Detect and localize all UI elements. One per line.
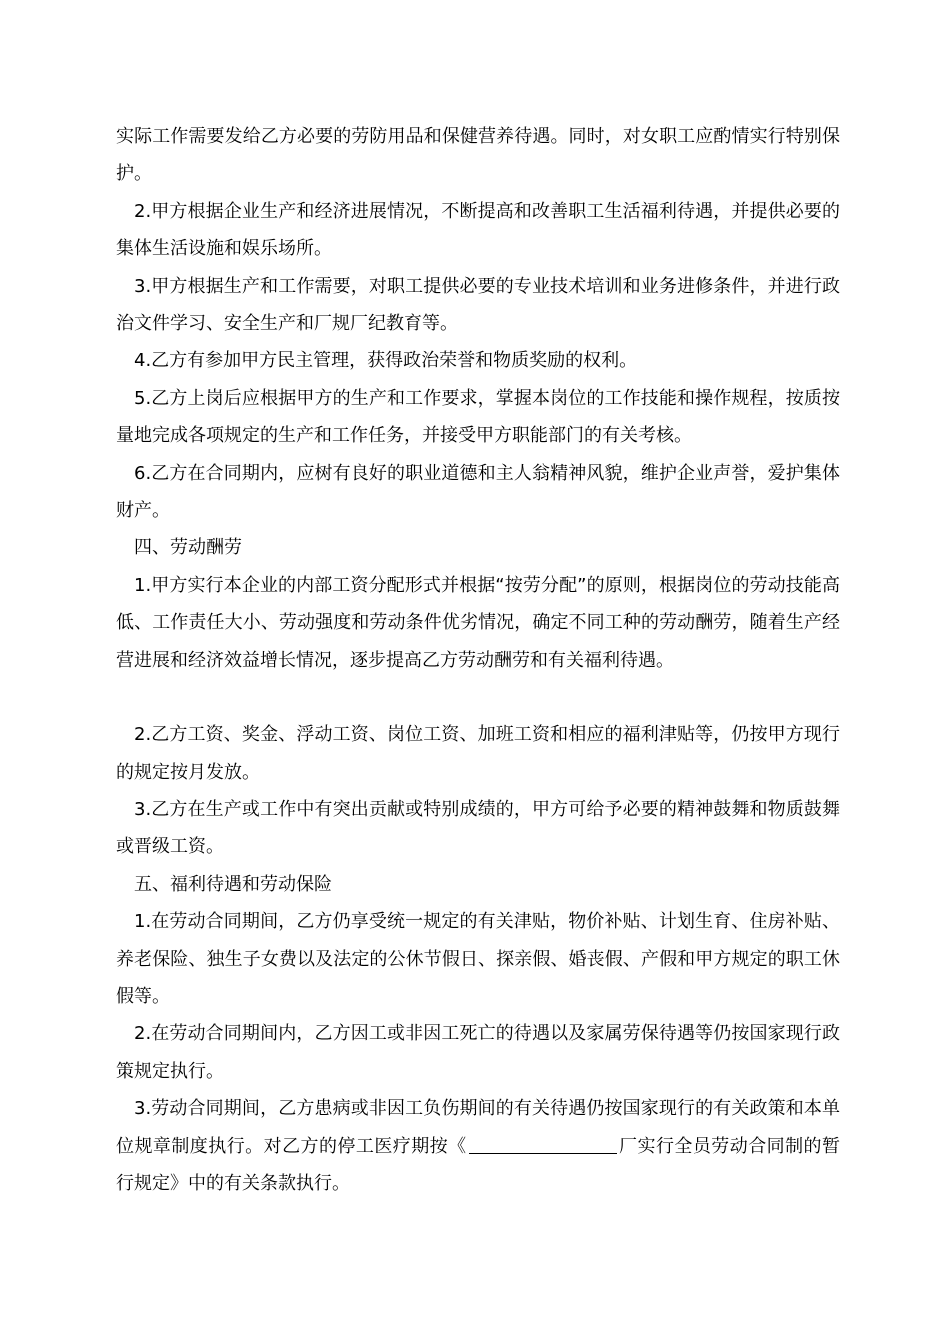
paragraph-item-3-training: 3.甲方根据生产和工作需要，对职工提供必要的专业技术培训和业务进修条件，并进行政治文件学习、安全生产和厂规厂纪教育等。 — [116, 275, 840, 335]
paragraph-welfare-1: 1.在劳动合同期间，乙方仍享受统一规定的有关津贴，物价补贴、计划生育、住房补贴、养老保险、独生子女费以及法定的公休节假日、探亲假、婚丧假、产假和甲方规定的职工休假等。 — [116, 911, 840, 1007]
document-page — [116, 118, 840, 1202]
paragraph-remuneration-1: 1.甲方实行本企业的内部工资分配形式并根据“按劳分配”的原则，根据岗位的劳动技能高低、工作责任大小、劳动强度和劳动条件优劣情况，确定不同工种的劳动酬劳，随着生产经营进展和经济效益增长情况，逐步提高乙方劳动酬劳和有关福利待遇。 — [116, 574, 840, 671]
section-heading-remuneration: 四、劳动酬劳 — [134, 537, 242, 559]
section-heading-welfare-insurance: 五、福利待遇和劳动保险 — [134, 873, 332, 895]
paragraph-welfare-3 — [116, 1090, 840, 1202]
paragraph-item-6-ethics: 6.乙方在合同期内，应树有良好的职业道德和主人翁精神风貌，维护企业声誉，爱护集体财产。 — [116, 462, 840, 522]
fill-in-blank[interactable] — [469, 1135, 617, 1154]
paragraph-welfare-2: 2.在劳动合同期间内，乙方因工或非因工死亡的待遇以及家属劳保待遇等仍按国家现行政策规定执行。 — [116, 1023, 840, 1082]
blank-line — [116, 679, 840, 716]
paragraph-remuneration-3: 3.乙方在生产或工作中有突出贡献或特别成绩的，甲方可给予必要的精神鼓舞和物质鼓舞或晋级工资。 — [116, 798, 840, 858]
paragraph-welfare-3-text: 3.劳动合同期间，乙方患病或非因工负伤期间的有关待遇仍按国家现行的有关政策和本单位规章制度执行。对乙方的停工医疗期按《 — [116, 1098, 840, 1157]
paragraph-item-2-welfare: 2.甲方根据企业生产和经济进展情况，不断提高和改善职工生活福利待遇，并提供必要的集体生活设施和娱乐场所。 — [116, 200, 840, 260]
paragraph-remuneration-2: 2.乙方工资、奖金、浮动工资、岗位工资、加班工资和相应的福利津贴等，仍按甲方现行的规定按月发放。 — [116, 724, 840, 783]
paragraph-item-4-management: 4.乙方有参加甲方民主管理，获得政治荣誉和物质奖励的权利。 — [134, 350, 638, 372]
paragraph-item-5-duties: 5.乙方上岗后应根据甲方的生产和工作要求，掌握本岗位的工作技能和操作规程，按质按量地完成各项规定的生产和工作任务，并接受甲方职能部门的有关考核。 — [116, 387, 840, 447]
paragraph-continued: 实际工作需要发给乙方必要的劳防用品和保健营养待遇。同时，对女职工应酌情实行特别保护。 — [116, 126, 840, 185]
paragraph-welfare-3-text-end: 厂实行全员劳动合同制的暂行规定》中的有关条款执行。 — [116, 1135, 841, 1194]
